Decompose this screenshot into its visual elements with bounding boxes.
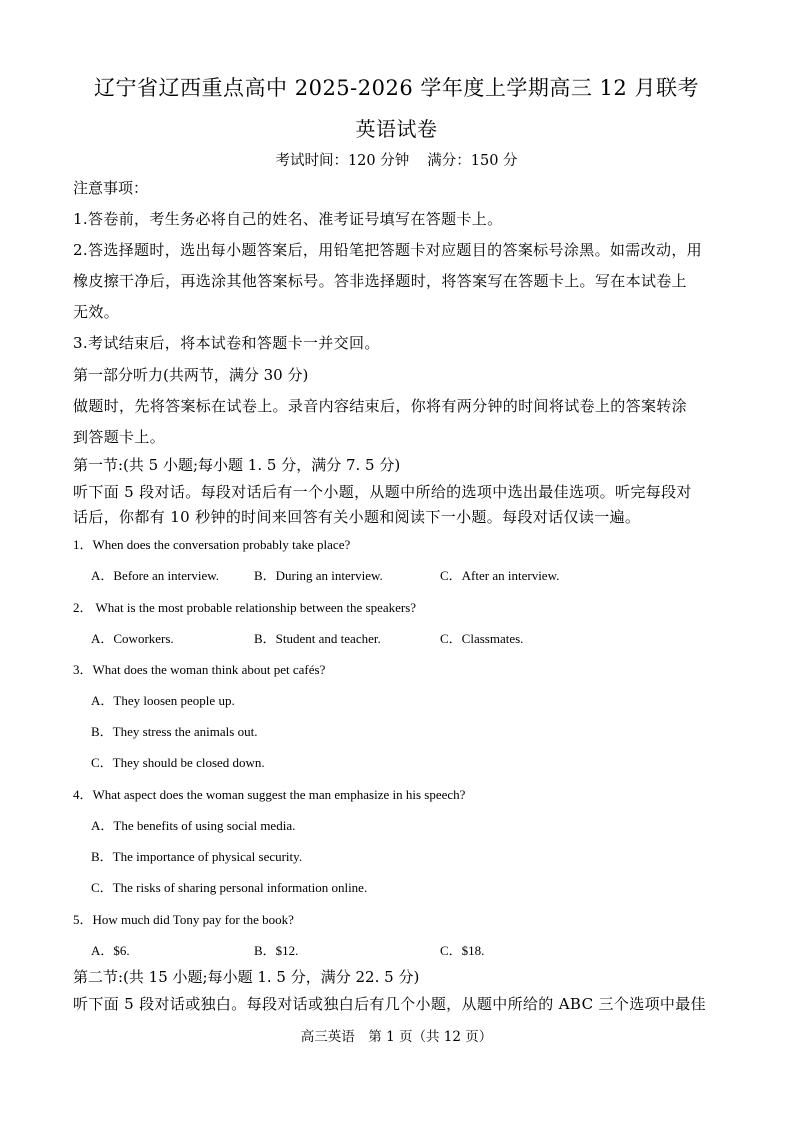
page-footer: 高三英语 第 1 页（共 12 页） <box>300 1029 493 1045</box>
part1-intro-line-1: 做题时，先将答案标在试卷上。录音内容结束后，你将有两分钟的时间将试卷上的答案转涂 <box>73 397 688 415</box>
note-item-1: 1.答卷前，考生务必将自己的姓名、准考证号填写在答题卡上。 <box>73 210 503 228</box>
question-3-option-c: C．They should be closed down. <box>91 755 265 770</box>
question-2: 2． What is the most probable relationship between the speakers? <box>73 600 417 615</box>
question-2-option-c: C．Classmates. <box>440 631 524 646</box>
question-5-option-b: B．$12. <box>254 943 299 958</box>
question-3-option-b: B．They stress the animals out. <box>91 724 258 739</box>
question-4-option-c: C．The risks of sharing personal information online. <box>91 880 368 895</box>
question-4-option-b: B．The importance of physical security. <box>91 849 303 864</box>
section1-instruction-line-1: 听下面 5 段对话。每段对话后有一个小题，从题中所给的选项中选出最佳选项。听完每段对 <box>73 483 692 501</box>
note-item-2-line-3: 无效。 <box>73 303 120 321</box>
notes-heading: 注意事项： <box>73 179 149 197</box>
question-3-option-a: A．They loosen people up. <box>91 693 235 708</box>
question-3: 3．What does the woman think about pet cafés? <box>73 662 326 677</box>
part1-heading: 第一部分听力(共两节，满分 30 分) <box>73 366 309 384</box>
exam-subtitle: 英语试卷 <box>355 117 438 141</box>
question-5-option-a: A．$6. <box>91 943 130 958</box>
section2-heading: 第二节:(共 15 小题;每小题 1. 5 分，满分 22. 5 分) <box>73 968 420 986</box>
question-1: 1．When does the conversation probably take place? <box>73 537 351 552</box>
question-5: 5．How much did Tony pay for the book? <box>73 912 294 927</box>
question-4-option-a: A．The benefits of using social media. <box>91 818 296 833</box>
question-1-option-b: B．During an interview. <box>254 568 383 583</box>
exam-time: 考试时间：120 分钟 <box>275 153 410 169</box>
exam-title: 辽宁省辽西重点高中 2025-2026 学年度上学期高三 12 月联考 <box>94 76 699 100</box>
note-item-3: 3.考试结束后，将本试卷和答题卡一并交回。 <box>73 334 380 352</box>
note-item-2-line-1: 2.答选择题时，选出每小题答案后，用铅笔把答题卡对应题目的答案标号涂黑。如需改动，用 <box>73 241 703 259</box>
exam-score: 满分：150 分 <box>427 153 518 169</box>
part1-intro-line-2: 到答题卡上。 <box>73 428 166 446</box>
question-5-option-c: C．$18. <box>440 943 485 958</box>
section2-instruction-line-1: 听下面 5 段对话或独白。每段对话或独白后有几个小题，从题中所给的 ABC 三个选项中最佳 <box>73 995 706 1013</box>
section1-instruction-line-2: 话后，你都有 10 秒钟的时间来回答有关小题和阅读下一小题。每段对话仅读一遍。 <box>73 508 641 526</box>
question-1-option-a: A．Before an interview. <box>91 568 220 583</box>
exam-meta <box>0 149 793 170</box>
question-2-option-b: B．Student and teacher. <box>254 631 381 646</box>
question-4: 4．What aspect does the woman suggest the man emphasize in his speech? <box>73 787 466 802</box>
question-2-option-a: A．Coworkers. <box>91 631 174 646</box>
section1-heading: 第一节:(共 5 小题;每小题 1. 5 分，满分 7. 5 分) <box>73 456 401 474</box>
note-item-2-line-2: 橡皮擦干净后，再选涂其他答案标号。答非选择题时，将答案写在答题卡上。写在本试卷上 <box>73 272 688 290</box>
question-1-option-c: C．After an interview. <box>440 568 560 583</box>
